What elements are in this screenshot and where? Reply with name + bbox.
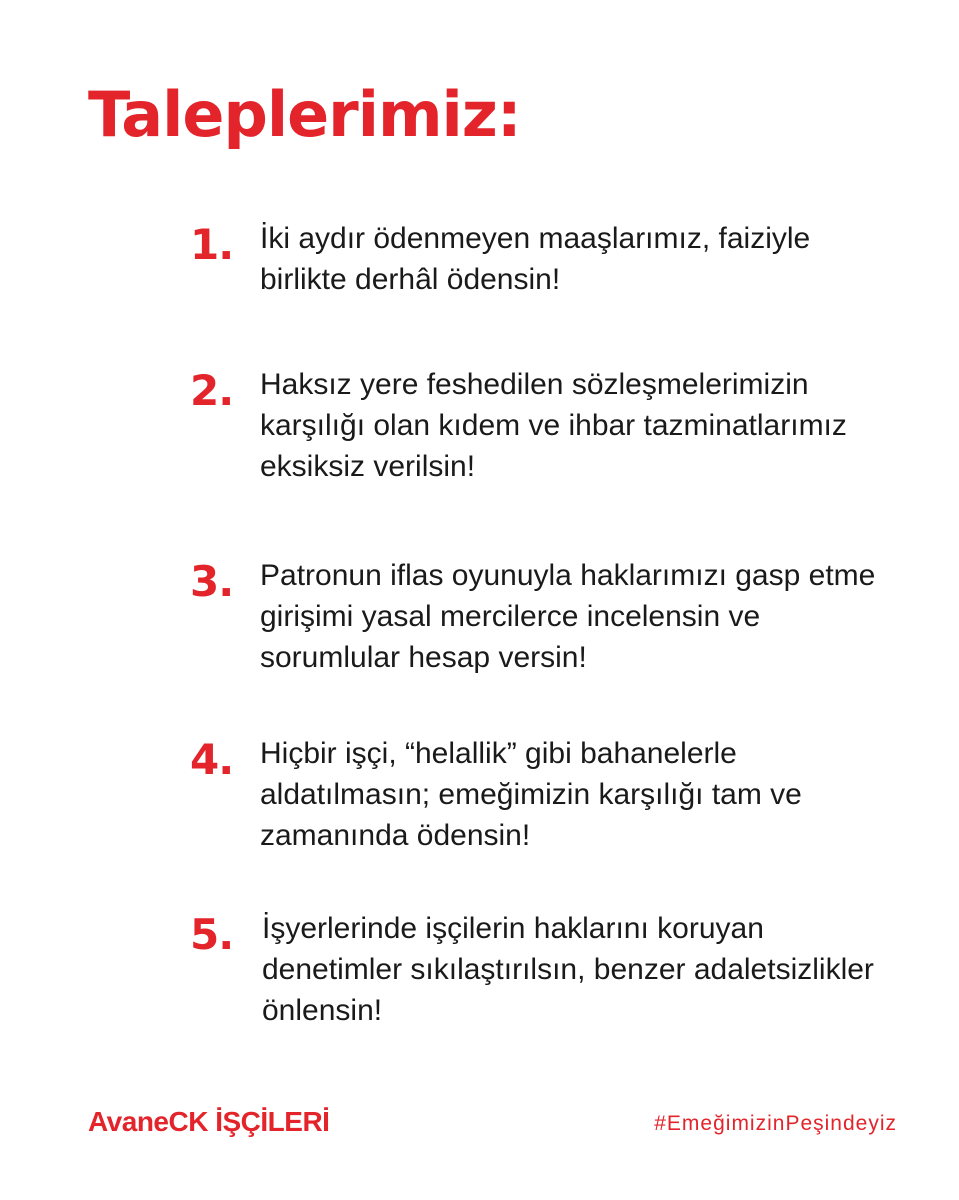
demand-text: Hiçbir işçi, “helallik” gibi bahanelerle aldatılmasın; emeğimizin karşılığı tam ve zamanında ödensin! [260,737,802,852]
page-title: Taleplerimiz: [88,78,521,151]
demand-text: Haksız yere feshedilen sözleşmelerimizin karşılığı olan kıdem ve ihbar tazminatlarımız eksiksiz verilsin! [260,368,847,483]
demand-number: 3. [190,557,234,606]
demand-number: 1. [190,220,234,269]
demand-number: 4. [190,735,234,784]
demand-text: İşyerlerinde işçilerin haklarını koruyan denetimler sıkılaştırılsın, benzer adaletsizlikler önlensin! [262,912,874,1027]
demand-number: 2. [190,366,234,415]
demand-text: Patronun iflas oyunuyla haklarımızı gasp etme girişimi yasal mercilerce incelensin ve sorumlular hesap versin! [260,559,876,674]
brand-name: AvaneCK İŞÇİLERİ [88,1106,330,1137]
hashtag: #EmeğimizinPeşindeyiz [654,1112,897,1135]
demand-text: İki aydır ödenmeyen maaşlarımız, faiziyle birlikte derhâl ödensin! [260,222,811,296]
demand-number: 5. [190,910,234,959]
